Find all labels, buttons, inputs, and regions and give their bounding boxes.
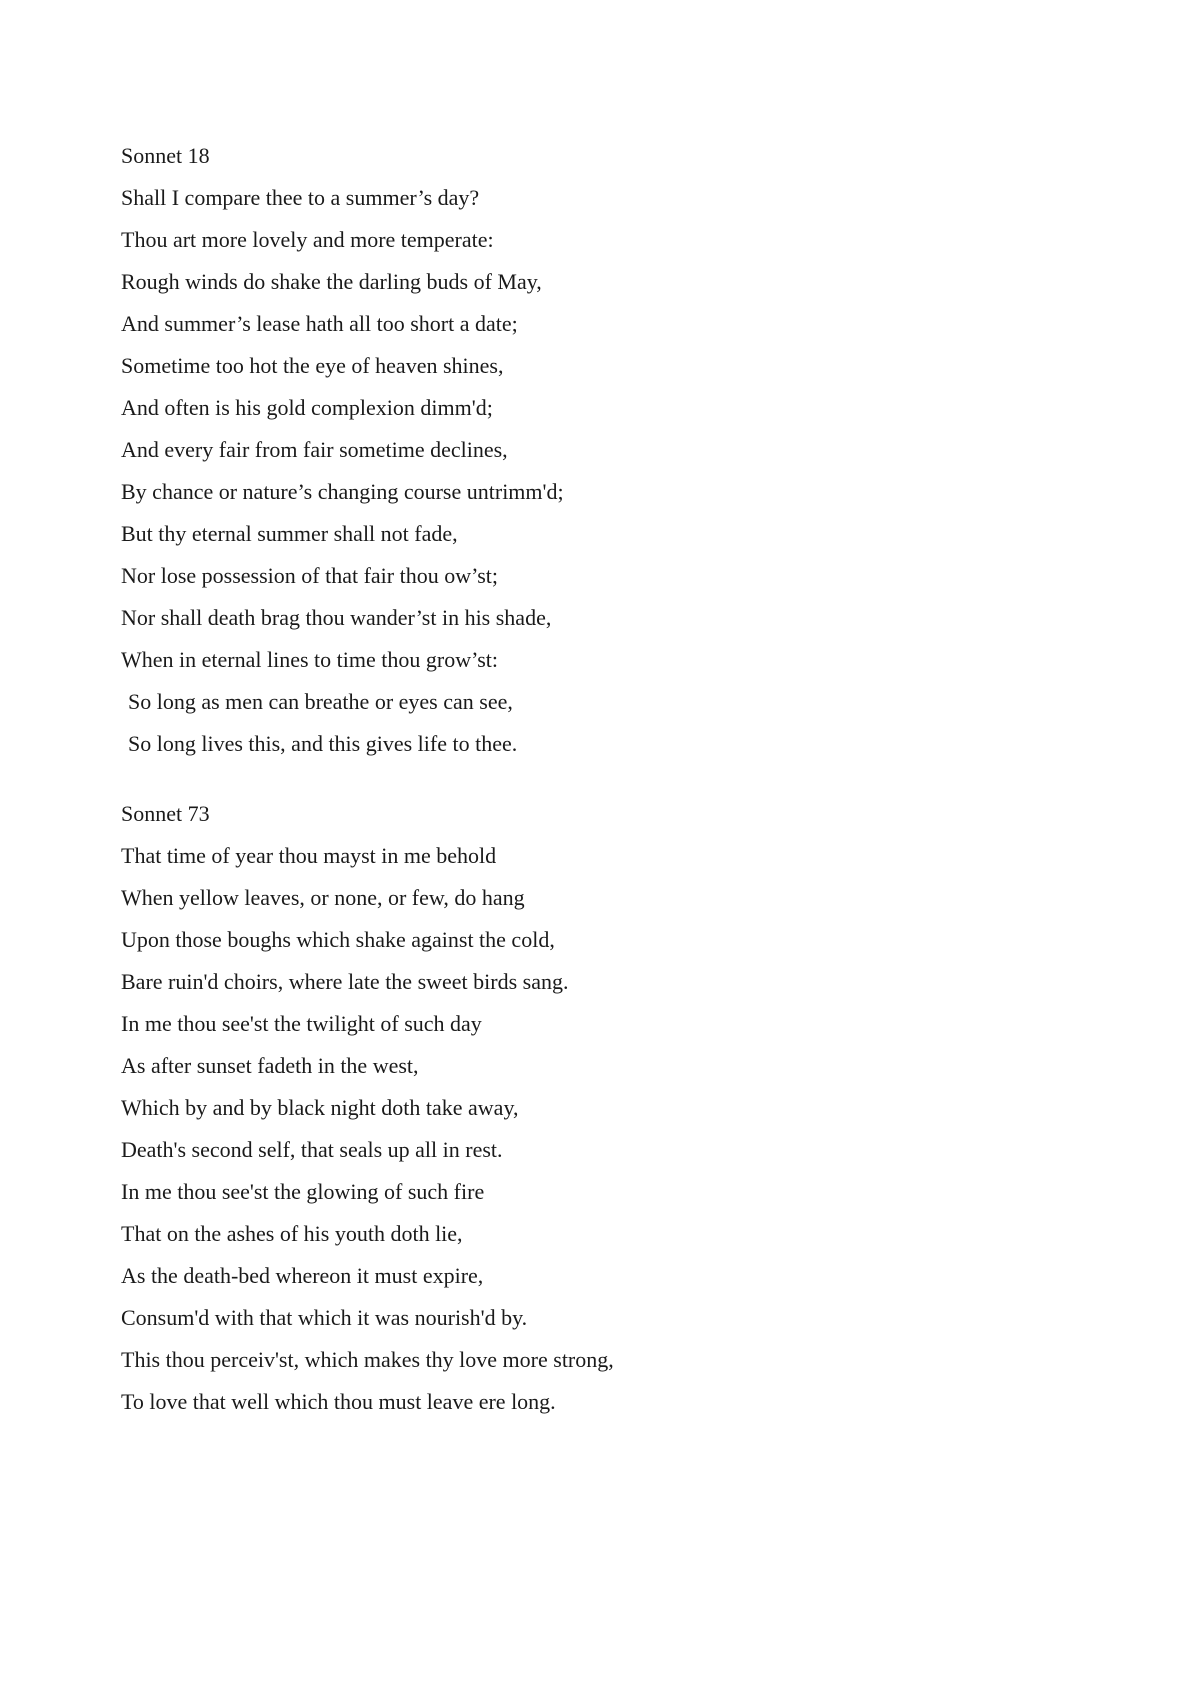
sonnet-title: Sonnet 73 (121, 801, 210, 826)
sonnet-line: In me thou see'st the glowing of such fire (121, 1179, 485, 1204)
sonnet-line: As the death-bed whereon it must expire, (121, 1263, 484, 1288)
sonnet-line: Upon those boughs which shake against the cold, (121, 927, 555, 952)
sonnet-couplet-line: So long lives this, and this gives life to thee. (128, 731, 518, 756)
sonnet-couplet-line: So long as men can breathe or eyes can see, (128, 689, 513, 714)
sonnet-line: Shall I compare thee to a summer’s day? (121, 185, 480, 210)
sonnet-line: And every fair from fair sometime declines, (121, 437, 508, 462)
sonnet-lines (121, 185, 1021, 757)
sonnet-18 (121, 143, 1021, 773)
sonnet-line: Which by and by black night doth take away, (121, 1095, 519, 1120)
sonnet-line: And often is his gold complexion dimm'd; (121, 395, 493, 420)
sonnet-line: When yellow leaves, or none, or few, do hang (121, 885, 525, 910)
sonnet-line: Death's second self, that seals up all in rest. (121, 1137, 503, 1162)
sonnet-line: Rough winds do shake the darling buds of May, (121, 269, 542, 294)
sonnet-line: When in eternal lines to time thou grow’st: (121, 647, 498, 672)
sonnet-line: In me thou see'st the twilight of such day (121, 1011, 482, 1036)
sonnet-line: Thou art more lovely and more temperate: (121, 227, 494, 252)
sonnet-line: Nor shall death brag thou wander’st in his shade, (121, 605, 552, 630)
sonnet-lines (121, 843, 1021, 1415)
sonnet-line: That time of year thou mayst in me behold (121, 843, 497, 868)
sonnet-line: By chance or nature’s changing course untrimm'd; (121, 479, 564, 504)
sonnet-line: Bare ruin'd choirs, where late the sweet birds sang. (121, 969, 569, 994)
sonnet-line: And summer’s lease hath all too short a date; (121, 311, 518, 336)
sonnet-73 (121, 801, 1021, 1431)
sonnet-line: Sometime too hot the eye of heaven shines, (121, 353, 504, 378)
sonnet-title: Sonnet 18 (121, 143, 210, 168)
sonnet-line: To love that well which thou must leave ere long. (121, 1389, 556, 1414)
sonnet-line: That on the ashes of his youth doth lie, (121, 1221, 463, 1246)
sonnet-line: Nor lose possession of that fair thou ow’st; (121, 563, 499, 588)
sonnet-line: As after sunset fadeth in the west, (121, 1053, 419, 1078)
sonnet-line: This thou perceiv'st, which makes thy love more strong, (121, 1347, 614, 1372)
sonnet-line: Consum'd with that which it was nourish'd by. (121, 1305, 528, 1330)
sonnet-line: But thy eternal summer shall not fade, (121, 521, 458, 546)
